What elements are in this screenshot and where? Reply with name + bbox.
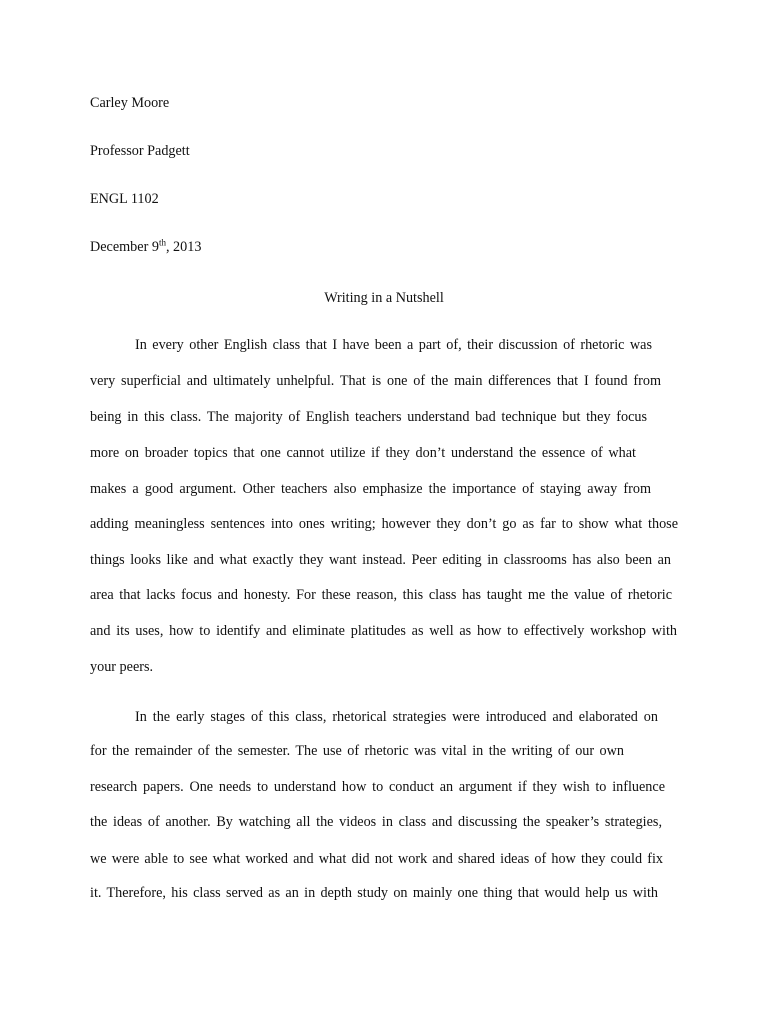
- paragraph-1-line: more on broader topics that one cannot utilize if they don’t understand the essence of what: [90, 445, 636, 461]
- paragraph-2-line: we were able to see what worked and what did not work and shared ideas of how they could fix: [90, 851, 663, 867]
- date-day: December 9: [90, 239, 159, 255]
- paragraph-2-line: for the remainder of the semester. The use of rhetoric was vital in the writing of our own: [90, 743, 624, 759]
- paragraph-1-line: things looks like and what exactly they want instead. Peer editing in classrooms has also been an: [90, 552, 671, 568]
- paragraph-1-line: being in this class. The majority of English teachers understand bad technique but they focus: [90, 409, 647, 425]
- document-title: Writing in a Nutshell: [324, 290, 444, 306]
- paragraph-2-line: it. Therefore, his class served as an in depth study on mainly one thing that would help us with: [90, 885, 658, 901]
- paragraph-2-line: the ideas of another. By watching all the videos in class and discussing the speaker’s strategies,: [90, 814, 662, 830]
- paragraph-2-line: In the early stages of this class, rhetorical strategies were introduced and elaborated on: [135, 709, 658, 725]
- date-year: , 2013: [165, 239, 202, 255]
- professor-name: Professor Padgett: [90, 143, 190, 159]
- paragraph-1-line: adding meaningless sentences into ones writing; however they don’t go as far to show what those: [90, 516, 678, 532]
- paragraph-1-line: and its uses, how to identify and eliminate platitudes as well as how to effectively workshop with: [90, 623, 677, 639]
- paragraph-1-line: area that lacks focus and honesty. For these reason, this class has taught me the value of rhetoric: [90, 587, 672, 603]
- course-code: ENGL 1102: [90, 191, 159, 207]
- paragraph-1-line: In every other English class that I have been a part of, their discussion of rhetoric was: [135, 337, 652, 353]
- paragraph-1-line: very superficial and ultimately unhelpful. That is one of the main differences that I found from: [90, 373, 661, 389]
- paragraph-1-line: your peers.: [90, 659, 154, 675]
- paragraph-2-line: research papers. One needs to understand how to conduct an argument if they wish to influence: [90, 779, 665, 795]
- author-name: Carley Moore: [90, 95, 170, 111]
- document-date: [90, 238, 201, 256]
- date-suffix: th: [158, 237, 166, 248]
- paragraph-1-line: makes a good argument. Other teachers also emphasize the importance of staying away from: [90, 481, 651, 497]
